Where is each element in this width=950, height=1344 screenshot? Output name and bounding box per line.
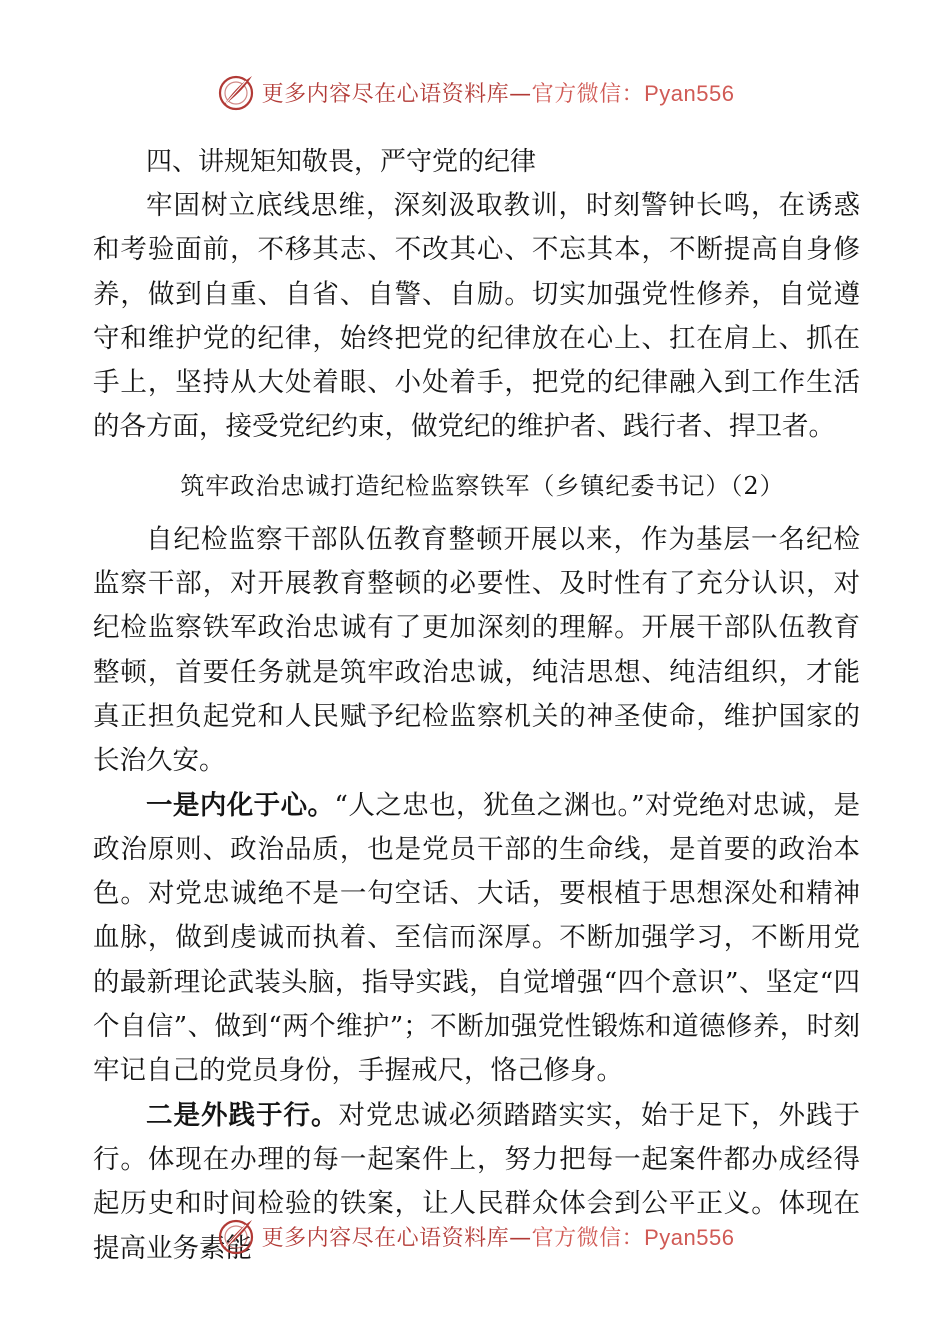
article-title: 筑牢政治忠诚打造纪检监察铁军（乡镇纪委书记）（2）	[180, 471, 785, 500]
point-two-body: 对党忠诚必须踏踏实实，始于足下，外践于行。体现在办理的每一起案件上，努力把每一起案件都办成经得起历史和时间检验的铁案，让人民群众体会到公平正义。体现在提高业务素能	[93, 1099, 860, 1264]
document-body	[93, 140, 860, 1271]
point-one-paragraph	[93, 784, 860, 1094]
banner-text: 更多内容尽在心语资料库	[261, 81, 510, 107]
feather-pen-circle-icon	[216, 1216, 256, 1256]
header-watermark-banner	[0, 70, 950, 114]
point-one-body: “人之忠也，犹鱼之渊也。”对党绝对忠诚，是政治原则、政治品质，也是党员干部的生命线，是首要的政治本色。对党忠诚绝不是一句空话、大话，要根植于思想深处和精神血脉，做到虔诚而执着、至信而深厚。不断加强学习，不断用党的最新理论武装头脑，指导实践，自觉增强“四个意识”、坚定“四个自信”、做到“两个维护”；不断加强党性锻炼和道德修养，时刻牢记自己的党员身份，手握戒尺，恪己修身。	[93, 789, 860, 1087]
banner-wechat: 官方微信：Pyan556	[531, 1224, 735, 1250]
footer-watermark-banner	[0, 1214, 950, 1258]
section-paragraph: 牢固树立底线思维，深刻汲取教训，时刻警钟长鸣，在诱惑和考验面前，不移其志、不改其心、不忘其本，不断提高自身修养，做到自重、自省、自警、自励。切实加强党性修养，自觉遵守和维护党的纪律，始终把党的纪律放在心上、扛在肩上、抓在手上，坚持从大处着眼、小处着手，把党的纪律融入到工作生活的各方面，接受党纪约束，做党纪的维护者、践行者、捍卫者。	[93, 190, 860, 443]
banner-text: 更多内容尽在心语资料库	[261, 1225, 510, 1251]
feather-pen-circle-icon	[216, 72, 256, 112]
banner-dash: —	[509, 81, 532, 107]
section-heading: 四、讲规矩知敬畏，严守党的纪律	[146, 147, 537, 177]
banner-wechat: 官方微信：Pyan556	[531, 80, 735, 106]
intro-paragraph: 自纪检监察干部队伍教育整顿开展以来，作为基层一名纪检监察干部，对开展教育整顿的必要性、及时性有了充分认识，对纪检监察铁军政治忠诚有了更加深刻的理解。开展干部队伍教育整顿，首要任务就是筑牢政治忠诚，纯洁思想、纯洁组织，才能真正担负起党和人民赋予纪检监察机关的神圣使命，维护国家的长治久安。	[93, 523, 860, 777]
point-one-lead: 一是内化于心。	[146, 789, 335, 821]
banner-dash: —	[509, 1225, 532, 1251]
point-two-lead: 二是外践于行。	[146, 1099, 339, 1131]
